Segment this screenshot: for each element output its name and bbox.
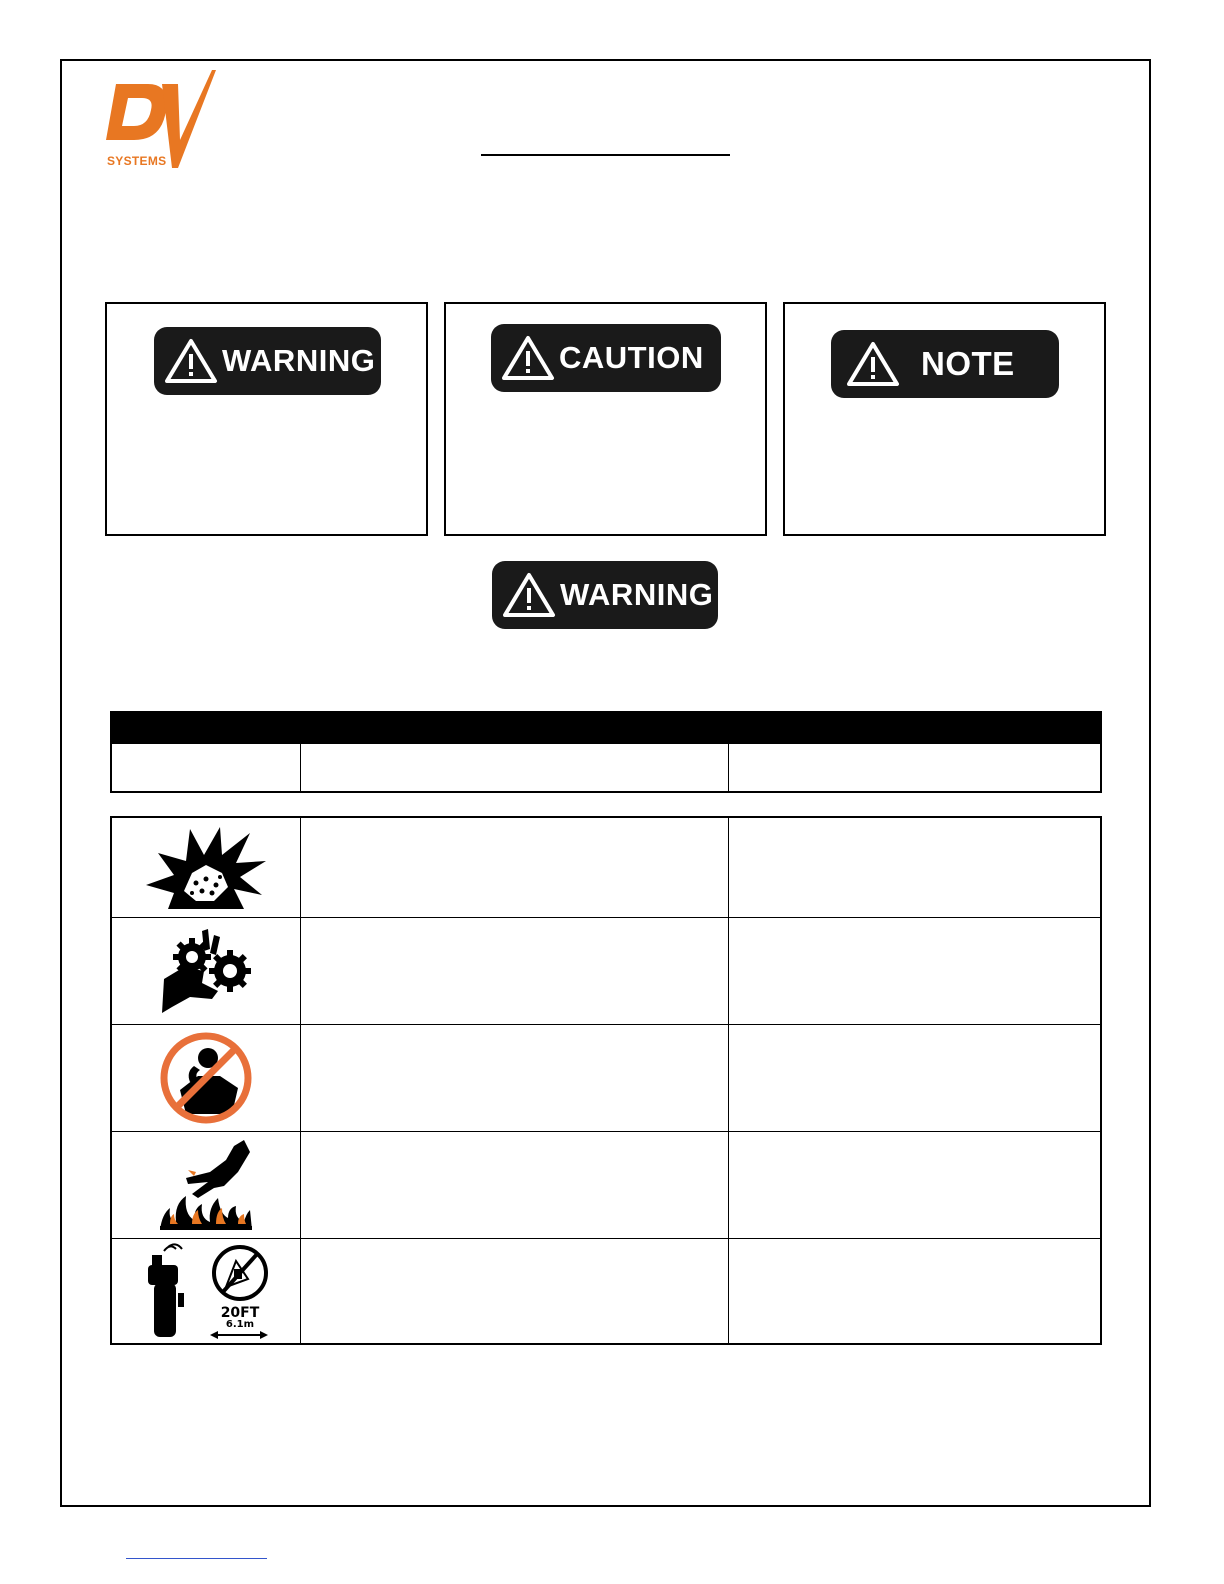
title-underline: [481, 154, 730, 156]
warning-triangle-icon: [501, 335, 555, 381]
main-warning-label: WARNING: [560, 577, 714, 612]
footer-link-underline[interactable]: [126, 1558, 267, 1559]
explosion-icon: [144, 825, 268, 911]
table-row: [112, 1132, 1100, 1239]
dv-systems-logo: [104, 70, 216, 170]
header-divider-1: [300, 744, 301, 791]
logo-subtitle: SYSTEMS: [107, 154, 167, 168]
no-breathing-air-icon: [158, 1032, 254, 1124]
main-warning-badge: [492, 561, 718, 629]
table-row: [112, 918, 1100, 1025]
warning-badge: [154, 327, 381, 395]
note-definition-box: [783, 302, 1106, 536]
header-divider-2: [728, 744, 729, 791]
warning-triangle-icon: [841, 341, 905, 387]
hot-surface-hand-icon: [158, 1138, 254, 1232]
warning-definition-box: [105, 302, 428, 536]
hazard-table: [110, 816, 1102, 1345]
warning-triangle-icon: [502, 572, 556, 618]
caution-badge-label: CAUTION: [559, 340, 704, 375]
note-badge-label: NOTE: [921, 345, 1015, 382]
header-bar: [112, 713, 1100, 744]
note-badge: [831, 330, 1059, 398]
distance-from-compressor-icon: [144, 1243, 268, 1341]
table-row: [112, 1025, 1100, 1132]
table-row: [112, 818, 1100, 918]
distance-metric-label: 6.1m: [225, 1319, 255, 1330]
distance-feet-label: 20FT: [220, 1305, 260, 1321]
rotating-gears-hand-icon: [158, 927, 254, 1015]
caution-definition-box: [444, 302, 767, 536]
caution-badge: [491, 324, 721, 392]
table-row: [112, 1239, 1100, 1345]
warning-triangle-icon: [164, 338, 218, 384]
hazard-table-header: [110, 711, 1102, 793]
warning-badge-label: WARNING: [222, 343, 376, 378]
